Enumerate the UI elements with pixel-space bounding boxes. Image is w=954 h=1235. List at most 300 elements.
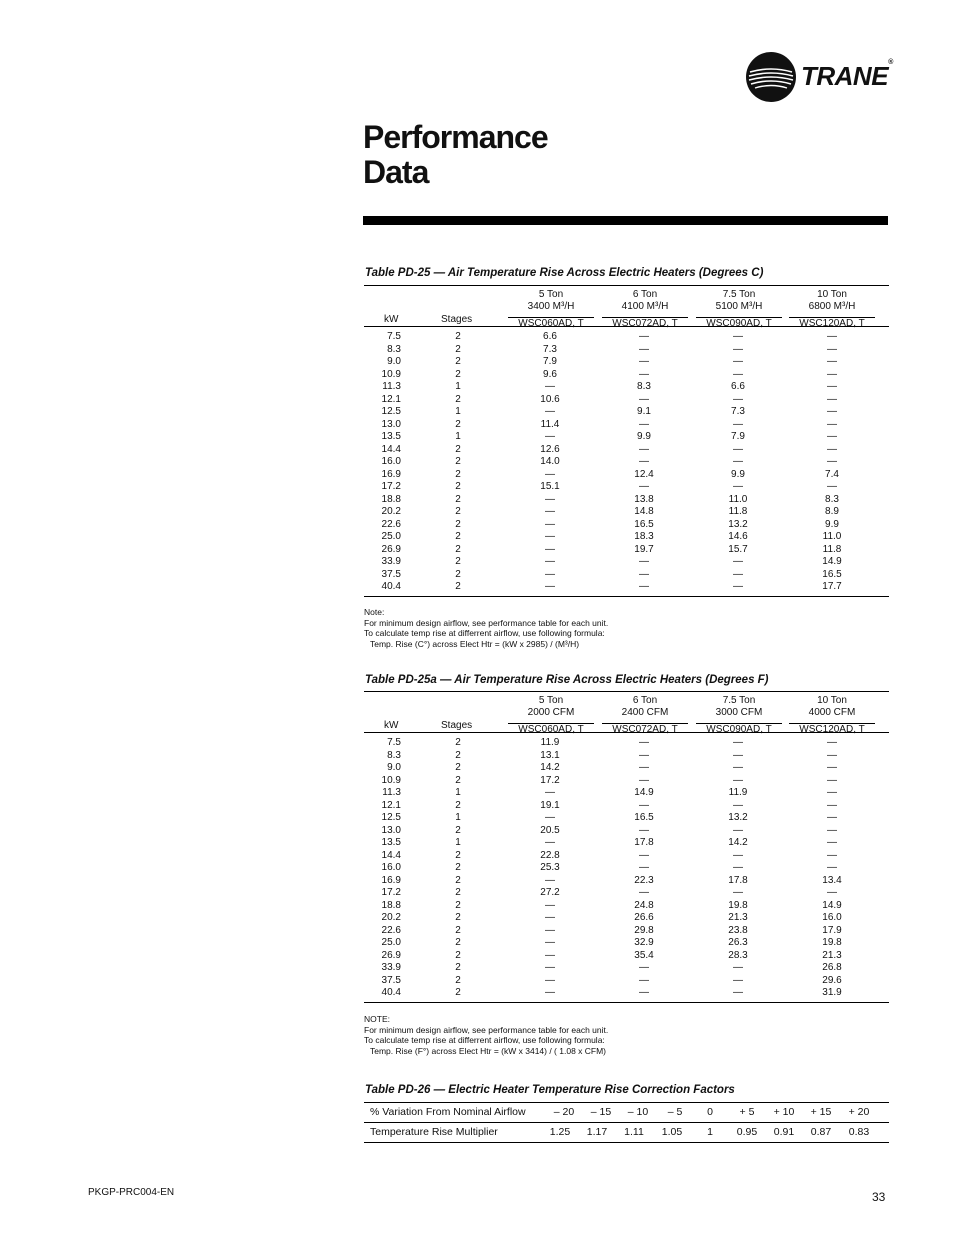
corr-cell: 0.83 xyxy=(848,1126,870,1138)
table-cell: 14.2 xyxy=(540,762,560,773)
table-cell: — xyxy=(733,418,743,430)
table-cell: 12.4 xyxy=(634,468,654,480)
table-cell: 7.3 xyxy=(731,406,745,417)
table-cell: 2 xyxy=(455,506,461,517)
table-row xyxy=(364,800,889,813)
table-cell: 14.2 xyxy=(728,837,748,848)
col-header-6ton: 6 Ton 4100 M³/H WSC072AD, T xyxy=(602,289,688,330)
corr-cell: 1.05 xyxy=(661,1126,683,1138)
table-row xyxy=(364,912,889,925)
table-cell: — xyxy=(827,799,837,811)
corr-cell: – 15 xyxy=(590,1106,612,1118)
table-cell: — xyxy=(545,581,555,592)
table-cell: 16.0 xyxy=(822,912,842,923)
table-cell: — xyxy=(733,749,743,761)
table-corr xyxy=(364,1102,889,1143)
table-cell: 2 xyxy=(455,481,461,492)
table-row xyxy=(364,987,889,1000)
table-cell: 19.7 xyxy=(634,543,654,555)
table-cell: — xyxy=(733,581,743,592)
table-cell: — xyxy=(827,824,837,836)
table-cell: 2 xyxy=(455,987,461,998)
table-cell: 9.9 xyxy=(637,431,651,442)
table-cell: 17.8 xyxy=(634,837,654,848)
table-cell: — xyxy=(639,862,649,873)
table-cell: 7.4 xyxy=(825,468,839,480)
table-cell: 1 xyxy=(455,381,461,392)
table-cell: — xyxy=(827,343,837,355)
table-cell: 8.3 xyxy=(637,381,651,392)
corr-cell: 0.87 xyxy=(810,1126,832,1138)
table-cell: — xyxy=(733,356,743,367)
table-row xyxy=(364,469,889,482)
table-cell: 2 xyxy=(455,962,461,973)
table-cell: 8.3 xyxy=(387,343,401,355)
table-cell: 12.1 xyxy=(381,393,401,405)
table-cell: 11.8 xyxy=(822,543,842,555)
table-row xyxy=(364,544,889,557)
table-cell: — xyxy=(639,887,649,898)
corr-cell: – 20 xyxy=(553,1106,575,1118)
table-c-note: Note: For minimum design airflow, see performance table for each unit. To calculate temp rise at differrent airflow, use following formula: Temp. Rise (C°) across Elect Htr = (kW x 2985) / (M³/H) xyxy=(364,607,609,649)
table-cell: — xyxy=(733,737,743,748)
page-title-line2: Data xyxy=(363,154,429,190)
table-row xyxy=(364,812,889,825)
table-cell: 13.0 xyxy=(381,418,401,430)
table-row xyxy=(364,381,889,394)
table-cell: — xyxy=(827,862,837,873)
table-cell: — xyxy=(827,812,837,823)
table-cell: — xyxy=(545,543,555,555)
table-cell: — xyxy=(639,368,649,380)
table-cell: 24.8 xyxy=(634,899,654,911)
table-cell: 12.5 xyxy=(381,406,401,417)
table-row xyxy=(364,506,889,519)
table-cell: — xyxy=(545,556,555,567)
table-row xyxy=(364,762,889,775)
table-row xyxy=(364,419,889,432)
table-cell: 2 xyxy=(455,862,461,873)
doc-code: PKGP-PRC004-EN xyxy=(88,1187,175,1198)
table-row xyxy=(364,975,889,988)
table-cell: — xyxy=(639,556,649,567)
table-cell: — xyxy=(545,987,555,998)
table-cell: 27.2 xyxy=(540,887,560,898)
table-row xyxy=(364,787,889,800)
table-cell: 13.4 xyxy=(822,874,842,886)
table-cell: — xyxy=(733,887,743,898)
table-cell: — xyxy=(733,331,743,342)
corr-cell: 0.91 xyxy=(773,1126,795,1138)
table-cell: 7.5 xyxy=(387,331,401,342)
table-cell: 10.9 xyxy=(381,774,401,786)
table-cell: 26.9 xyxy=(381,543,401,555)
table-cell: 2 xyxy=(455,912,461,923)
table-cell: — xyxy=(733,568,743,580)
table-cell: — xyxy=(639,962,649,973)
corr-row-variation xyxy=(364,1103,889,1122)
table-cell: — xyxy=(827,837,837,848)
table-cell: — xyxy=(639,737,649,748)
table-row xyxy=(364,394,889,407)
table-cell: — xyxy=(827,787,837,798)
table-cell: 1 xyxy=(455,787,461,798)
table-row xyxy=(364,406,889,419)
table-cell: 37.5 xyxy=(381,568,401,580)
table-cell: 29.8 xyxy=(634,924,654,936)
table-cell: 11.9 xyxy=(540,737,560,748)
table-row xyxy=(364,569,889,582)
table-cell: 16.5 xyxy=(634,812,654,823)
table-cell: 19.1 xyxy=(540,799,560,811)
table-cell: 2 xyxy=(455,568,461,580)
page-title-line1: Performance xyxy=(363,119,548,155)
table-cell: — xyxy=(639,987,649,998)
table-row xyxy=(364,456,889,469)
table-cell: — xyxy=(827,481,837,492)
table-row xyxy=(364,369,889,382)
table-cell: 31.9 xyxy=(822,987,842,998)
table-cell: — xyxy=(827,887,837,898)
table-cell: 12.6 xyxy=(540,443,560,455)
table-row xyxy=(364,962,889,975)
table-cell: 12.5 xyxy=(381,812,401,823)
table-cell: 26.8 xyxy=(822,962,842,973)
table-cell: — xyxy=(827,406,837,417)
table-c-caption: Table PD-25 — Air Temperature Rise Across Electric Heaters (Degrees C) xyxy=(365,267,764,279)
table-f xyxy=(364,691,889,1003)
table-cell: 2 xyxy=(455,468,461,480)
table-cell: — xyxy=(639,343,649,355)
table-cell: 2 xyxy=(455,531,461,542)
table-cell: — xyxy=(639,824,649,836)
table-row xyxy=(364,887,889,900)
table-cell: — xyxy=(545,431,555,442)
table-cell: — xyxy=(639,762,649,773)
table-cell: 16.0 xyxy=(381,456,401,467)
table-cell: — xyxy=(827,849,837,861)
table-cell: 22.3 xyxy=(634,874,654,886)
table-row xyxy=(364,937,889,950)
table-cell: 40.4 xyxy=(381,581,401,592)
table-cell: 15.1 xyxy=(540,481,560,492)
table-cell: 2 xyxy=(455,737,461,748)
table-cell: 16.5 xyxy=(822,568,842,580)
table-cell: 11.4 xyxy=(540,418,560,430)
table-f-header xyxy=(364,692,889,733)
table-cell: — xyxy=(639,749,649,761)
table-cell: — xyxy=(545,924,555,936)
table-cell: 13.2 xyxy=(728,812,748,823)
table-cell: 2 xyxy=(455,799,461,811)
table-f-caption: Table PD-25a — Air Temperature Rise Across Electric Heaters (Degrees F) xyxy=(365,674,769,686)
table-row xyxy=(364,775,889,788)
table-cell: 13.0 xyxy=(381,824,401,836)
table-row xyxy=(364,356,889,369)
table-cell: — xyxy=(733,974,743,986)
table-cell: 21.3 xyxy=(822,949,842,961)
table-cell: 17.7 xyxy=(822,581,842,592)
table-cell: — xyxy=(827,774,837,786)
col-header-7-5ton: 7.5 Ton 3000 CFM WSC090AD, T xyxy=(696,695,782,736)
table-cell: — xyxy=(545,506,555,517)
table-cell: 13.8 xyxy=(634,493,654,505)
col-header-5ton: 5 Ton 3400 M³/H WSC060AD, T xyxy=(508,289,594,330)
table-cell: 22.6 xyxy=(381,518,401,530)
table-cell: 19.8 xyxy=(728,899,748,911)
table-cell: 2 xyxy=(455,974,461,986)
trane-logo xyxy=(746,52,896,102)
table-cell: 2 xyxy=(455,331,461,342)
col-kw-header: kW xyxy=(384,720,399,731)
table-cell: — xyxy=(827,456,837,467)
table-cell: — xyxy=(733,456,743,467)
table-cell: 26.6 xyxy=(634,912,654,923)
table-f-body xyxy=(364,733,889,1003)
table-cell: 12.1 xyxy=(381,799,401,811)
table-cell: 7.5 xyxy=(387,737,401,748)
table-cell: — xyxy=(545,493,555,505)
table-row xyxy=(364,519,889,532)
table-cell: 14.9 xyxy=(822,556,842,567)
table-cell: 2 xyxy=(455,368,461,380)
table-cell: 22.6 xyxy=(381,924,401,936)
table-cell: — xyxy=(545,381,555,392)
table-cell: — xyxy=(545,874,555,886)
table-cell: — xyxy=(639,331,649,342)
table-cell: 2 xyxy=(455,356,461,367)
table-cell: 14.9 xyxy=(634,787,654,798)
table-cell: 2 xyxy=(455,774,461,786)
table-cell: — xyxy=(639,393,649,405)
table-cell: 2 xyxy=(455,874,461,886)
table-row xyxy=(364,481,889,494)
table-cell: 7.9 xyxy=(543,356,557,367)
table-cell: 1 xyxy=(455,406,461,417)
table-cell: — xyxy=(827,418,837,430)
table-cell: — xyxy=(545,937,555,948)
table-cell: — xyxy=(733,481,743,492)
table-row xyxy=(364,331,889,344)
table-row xyxy=(364,444,889,457)
table-cell: 33.9 xyxy=(381,556,401,567)
corr-cell: 1.25 xyxy=(549,1126,571,1138)
trane-logo-emblem-icon xyxy=(746,52,796,102)
table-cell: — xyxy=(733,774,743,786)
table-cell: 2 xyxy=(455,924,461,936)
table-cell: 9.6 xyxy=(543,368,557,380)
table-cell: 9.0 xyxy=(387,356,401,367)
table-cell: 32.9 xyxy=(634,937,654,948)
table-cell: 11.0 xyxy=(822,531,842,542)
corr-row-multiplier xyxy=(364,1122,889,1142)
table-cell: 11.3 xyxy=(382,787,401,798)
table-cell: — xyxy=(733,368,743,380)
table-cell: — xyxy=(639,774,649,786)
table-cell: 2 xyxy=(455,824,461,836)
table-row xyxy=(364,531,889,544)
table-cell: 2 xyxy=(455,443,461,455)
table-cell: — xyxy=(733,962,743,973)
table-row xyxy=(364,581,889,594)
table-row xyxy=(364,825,889,838)
table-cell: — xyxy=(827,368,837,380)
table-cell: — xyxy=(639,356,649,367)
table-cell: 13.1 xyxy=(540,749,560,761)
trane-wordmark: TRANE® xyxy=(801,59,893,91)
table-cell: 1 xyxy=(455,812,461,823)
table-cell: — xyxy=(545,899,555,911)
table-cell: 17.2 xyxy=(381,887,401,898)
table-cell: — xyxy=(733,343,743,355)
table-cell: 2 xyxy=(455,393,461,405)
table-cell: 21.3 xyxy=(728,912,748,923)
table-cell: 1 xyxy=(455,431,461,442)
table-cell: 18.3 xyxy=(634,531,654,542)
table-cell: 2 xyxy=(455,493,461,505)
table-cell: 2 xyxy=(455,762,461,773)
table-cell: 17.8 xyxy=(728,874,748,886)
table-row xyxy=(364,556,889,569)
table-row xyxy=(364,875,889,888)
table-cell: 7.9 xyxy=(731,431,745,442)
table-cell: — xyxy=(733,393,743,405)
table-cell: — xyxy=(827,393,837,405)
table-f-note: NOTE: For minimum design airflow, see performance table for each unit. To calculate temp rise at differrent airflow, use following formula: Temp. Rise (F°) across Elect Htr = (kW x 3414) / ( 1.08 x CFM) xyxy=(364,1014,609,1056)
table-cell: 19.8 xyxy=(822,937,842,948)
corr-cell: + 15 xyxy=(810,1106,832,1118)
table-cell: — xyxy=(639,456,649,467)
table-cell: — xyxy=(827,381,837,392)
table-cell: 8.3 xyxy=(387,749,401,761)
table-cell: 16.0 xyxy=(381,862,401,873)
table-c xyxy=(364,285,889,597)
corr-cell: 1 xyxy=(707,1126,713,1138)
table-cell: — xyxy=(545,518,555,530)
corr-cell: 1.17 xyxy=(586,1126,608,1138)
table-cell: 6.6 xyxy=(543,331,557,342)
table-cell: 20.2 xyxy=(381,912,401,923)
table-cell: 9.0 xyxy=(387,762,401,773)
table-cell: — xyxy=(545,568,555,580)
table-cell: 25.0 xyxy=(381,531,401,542)
table-cell: 2 xyxy=(455,887,461,898)
table-cell: — xyxy=(639,581,649,592)
table-cell: 2 xyxy=(455,456,461,467)
table-row xyxy=(364,862,889,875)
table-row xyxy=(364,850,889,863)
table-cell: — xyxy=(733,987,743,998)
table-cell: — xyxy=(827,431,837,442)
table-cell: 33.9 xyxy=(381,962,401,973)
table-row xyxy=(364,750,889,763)
table-cell: 2 xyxy=(455,899,461,911)
table-cell: — xyxy=(545,912,555,923)
table-cell: 9.9 xyxy=(731,468,745,480)
table-row xyxy=(364,900,889,913)
table-row xyxy=(364,737,889,750)
table-c-body xyxy=(364,327,889,597)
table-row xyxy=(364,925,889,938)
page-title xyxy=(363,120,763,190)
table-cell: 2 xyxy=(455,556,461,567)
table-cell: 11.3 xyxy=(382,381,401,392)
table-cell: 20.2 xyxy=(381,506,401,517)
table-cell: 2 xyxy=(455,343,461,355)
table-cell: — xyxy=(545,787,555,798)
table-cell: — xyxy=(545,812,555,823)
table-cell: — xyxy=(545,962,555,973)
title-divider-bar xyxy=(363,216,888,225)
col-stages-header: Stages xyxy=(441,720,473,731)
table-cell: — xyxy=(733,556,743,567)
table-cell: 17.9 xyxy=(822,924,842,936)
table-cell: — xyxy=(827,762,837,773)
table-cell: 14.6 xyxy=(728,531,748,542)
table-cell: — xyxy=(733,824,743,836)
table-cell: 10.6 xyxy=(540,393,560,405)
table-cell: — xyxy=(639,481,649,492)
corr-cell: + 5 xyxy=(739,1106,755,1118)
corr-cell: 0 xyxy=(707,1106,713,1118)
table-row xyxy=(364,837,889,850)
page-number: 33 xyxy=(872,1190,886,1204)
table-cell: 10.9 xyxy=(381,368,401,380)
table-cell: 11.9 xyxy=(728,787,748,798)
table-row xyxy=(364,431,889,444)
table-cell: — xyxy=(639,443,649,455)
table-c-header xyxy=(364,286,889,327)
col-header-7-5ton: 7.5 Ton 5100 M³/H WSC090AD, T xyxy=(696,289,782,330)
table-cell: 11.8 xyxy=(728,506,748,517)
table-cell: 20.5 xyxy=(540,824,560,836)
col-header-10ton: 10 Ton 6800 M³/H WSC120AD, T xyxy=(789,289,875,330)
table-cell: 9.9 xyxy=(825,518,839,530)
table-row xyxy=(364,494,889,507)
table-cell: — xyxy=(827,443,837,455)
table-cell: — xyxy=(827,331,837,342)
table-cell: 11.0 xyxy=(728,493,748,505)
table-cell: — xyxy=(733,799,743,811)
table-cell: — xyxy=(733,849,743,861)
table-cell: 16.9 xyxy=(381,874,401,886)
corr-cell: 0.95 xyxy=(736,1126,758,1138)
table-cell: 18.8 xyxy=(381,899,401,911)
table-cell: 16.5 xyxy=(634,518,654,530)
table-cell: 14.9 xyxy=(822,899,842,911)
table-cell: 8.9 xyxy=(825,506,839,517)
table-cell: 26.3 xyxy=(728,937,748,948)
table-row xyxy=(364,344,889,357)
table-cell: 18.8 xyxy=(381,493,401,505)
table-cell: 1 xyxy=(455,837,461,848)
table-cell: 2 xyxy=(455,849,461,861)
table-cell: 2 xyxy=(455,937,461,948)
col-kw-header: kW xyxy=(384,314,399,325)
table-cell: 14.4 xyxy=(381,443,401,455)
corr-row-variation-label: % Variation From Nominal Airflow xyxy=(370,1106,526,1118)
table-cell: — xyxy=(639,849,649,861)
table-cell: 14.8 xyxy=(634,506,654,517)
table-cell: 7.3 xyxy=(543,343,557,355)
corr-cell: + 10 xyxy=(773,1106,795,1118)
table-cell: 29.6 xyxy=(822,974,842,986)
corr-cell: – 5 xyxy=(667,1106,683,1118)
table-cell: 37.5 xyxy=(381,974,401,986)
table-cell: — xyxy=(639,568,649,580)
table-cell: — xyxy=(827,356,837,367)
col-header-6ton: 6 Ton 2400 CFM WSC072AD, T xyxy=(602,695,688,736)
